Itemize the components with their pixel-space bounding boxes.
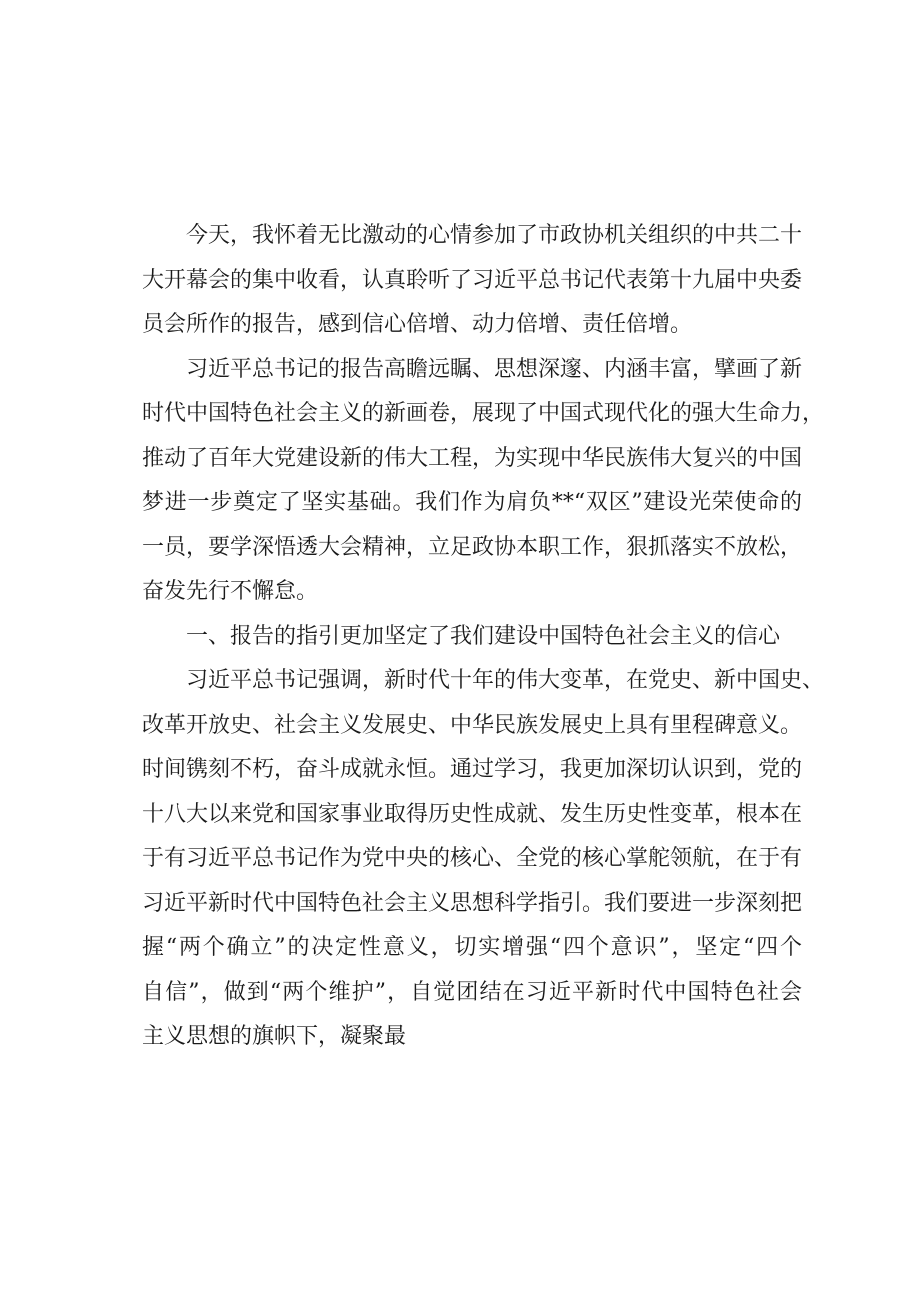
body-line: 时间镌刻不朽，奋斗成就永恒。通过学习，我更加深切认识到，党的 [142,757,803,782]
body-line: 一员，要学深悟透大会精神，立足政协本职工作，狠抓落实不放松， [142,534,803,560]
body-line: 握“两个确立”的决定性意义，切实增强“四个意识”，坚定“四个 [142,935,802,960]
body-line: 十八大以来党和国家事业取得历史性成就、发生历史性变革，根本在 [142,801,803,827]
body-line: 改革开放史、社会主义发展史、中华民族发展史上具有里程碑意义。 [142,712,803,738]
body-line: 自信”，做到“两个维护”，自觉团结在习近平新时代中国特色社会 [142,979,802,1005]
body-line: 习近平总书记的报告高瞻远瞩、思想深邃、内涵丰富，擘画了新 [186,356,803,382]
document-body [142,214,825,1060]
body-line: 梦进一步奠定了坚实基础。我们作为肩负**“双区”建设光荣使命的 [142,490,802,515]
body-line: 主义思想的旗帜下，凝聚最 [142,1024,407,1049]
body-line: 大开幕会的集中收看，认真聆听了习近平总书记代表第十九届中央委 [142,267,803,293]
body-line: 习近平总书记强调，新时代十年的伟大变革，在党史、新中国史、 [186,668,825,693]
body-line: 推动了百年大党建设新的伟大工程，为实现中华民族伟大复兴的中国 [142,445,803,471]
body-line: 习近平新时代中国特色社会主义思想科学指引。我们要进一步深刻把 [142,890,803,916]
body-line: 奋发先行不懈怠。 [142,579,319,604]
body-line: 时代中国特色社会主义的新画卷，展现了中国式现代化的强大生命力， [142,401,825,426]
body-line: 员会所作的报告，感到信心倍增、动力倍增、责任倍增。 [142,312,693,337]
body-line: 于有习近平总书记作为党中央的核心、全党的核心掌舵领航，在于有 [142,846,803,871]
body-line: 今天，我怀着无比激动的心情参加了市政协机关组织的中共二十 [186,223,803,248]
section-heading: 一、报告的指引更加坚定了我们建设中国特色社会主义的信心 [186,623,781,649]
